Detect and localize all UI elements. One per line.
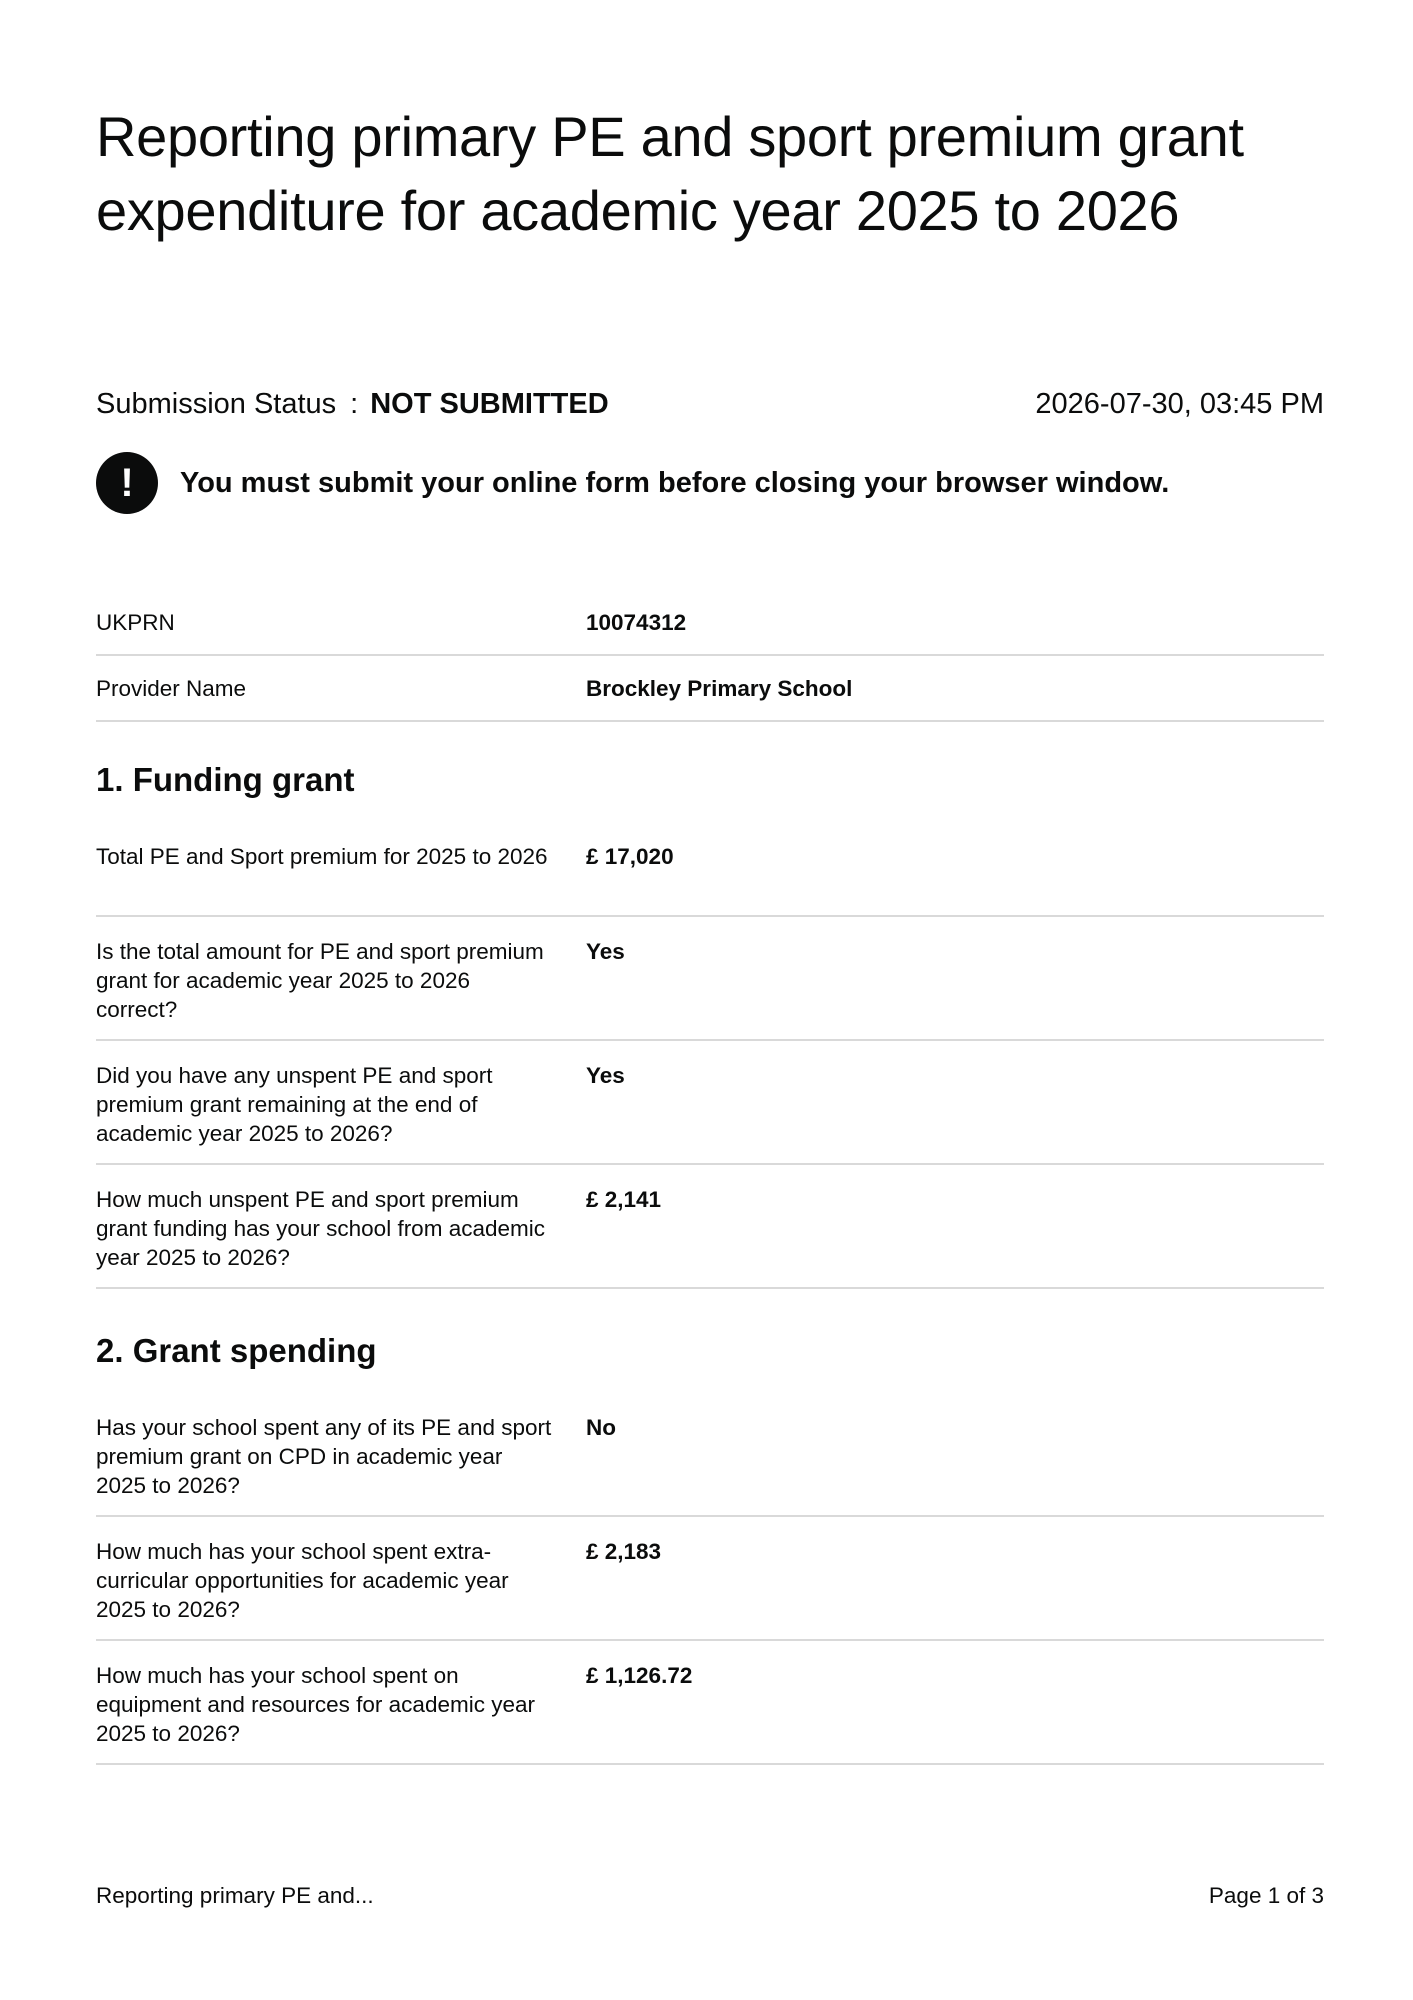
summary-value: No: [586, 1415, 616, 1440]
summary-key: Is the total amount for PE and sport premium grant for academic year 2025 to 2026 correct?: [96, 939, 544, 1022]
submission-timestamp: 2026-07-30, 03:45 PM: [1035, 388, 1324, 420]
provider-summary-list: [96, 590, 1324, 722]
document-page: [96, 0, 1324, 2000]
submission-status-separator: :: [350, 388, 359, 420]
summary-row: [96, 1641, 1324, 1765]
summary-row: [96, 822, 1324, 917]
page-number: Page 1 of 3: [1208, 1883, 1324, 1908]
summary-row: [96, 1041, 1324, 1165]
section-heading-funding-grant: 1. Funding grant: [96, 761, 355, 798]
summary-value: 10074312: [586, 610, 687, 635]
summary-key: Total PE and Sport premium for 2025 to 2026: [96, 844, 548, 869]
summary-key: How much unspent PE and sport premium grant funding has your school from academic year 2025 to 2026?: [96, 1187, 545, 1270]
summary-key: How much has your school spent on equipment and resources for academic year 2025 to 2026?: [96, 1663, 535, 1746]
summary-key: Has your school spent any of its PE and sport premium grant on CPD in academic year 2025 to 2026?: [96, 1415, 552, 1498]
summary-row: [96, 917, 1324, 1041]
footer-title: Reporting primary PE and...: [96, 1883, 374, 1908]
summary-row-ukprn: [96, 590, 1324, 656]
summary-key: How much has your school spent extra-curricular opportunities for academic year 2025 to 2026?: [96, 1539, 509, 1622]
submission-status-value: NOT SUBMITTED: [370, 388, 609, 420]
summary-value: Brockley Primary School: [586, 676, 853, 701]
summary-value: £ 1,126.72: [586, 1663, 693, 1688]
summary-row: [96, 1165, 1324, 1289]
section-heading-grant-spending: 2. Grant spending: [96, 1332, 377, 1369]
summary-row: [96, 1393, 1324, 1517]
summary-row: [96, 1517, 1324, 1641]
summary-value: £ 2,141: [586, 1187, 662, 1212]
page-title: Reporting primary PE and sport premium grant expenditure for academic year 2025 to 2026: [96, 105, 1244, 242]
summary-row-provider-name: [96, 656, 1324, 722]
funding-grant-summary-list: [96, 822, 1324, 1289]
summary-value: Yes: [586, 939, 625, 964]
summary-value: Yes: [586, 1063, 625, 1088]
submission-status-label: Submission Status: [96, 388, 337, 420]
page-footer: [96, 1881, 1324, 1911]
submission-status-row: [96, 382, 1324, 426]
warning-text: You must submit your online form before closing your browser window.: [180, 467, 1170, 499]
summary-key: Provider Name: [96, 676, 247, 701]
summary-key: UKPRN: [96, 610, 175, 635]
summary-value: £ 2,183: [586, 1539, 662, 1564]
grant-spending-summary-list: [96, 1393, 1324, 1765]
exclamation-circle-icon: !: [96, 452, 158, 514]
summary-value: £ 17,020: [586, 844, 674, 869]
warning-notice: [96, 452, 1324, 514]
summary-key: Did you have any unspent PE and sport premium grant remaining at the end of academic year 2025 to 2026?: [96, 1063, 493, 1146]
